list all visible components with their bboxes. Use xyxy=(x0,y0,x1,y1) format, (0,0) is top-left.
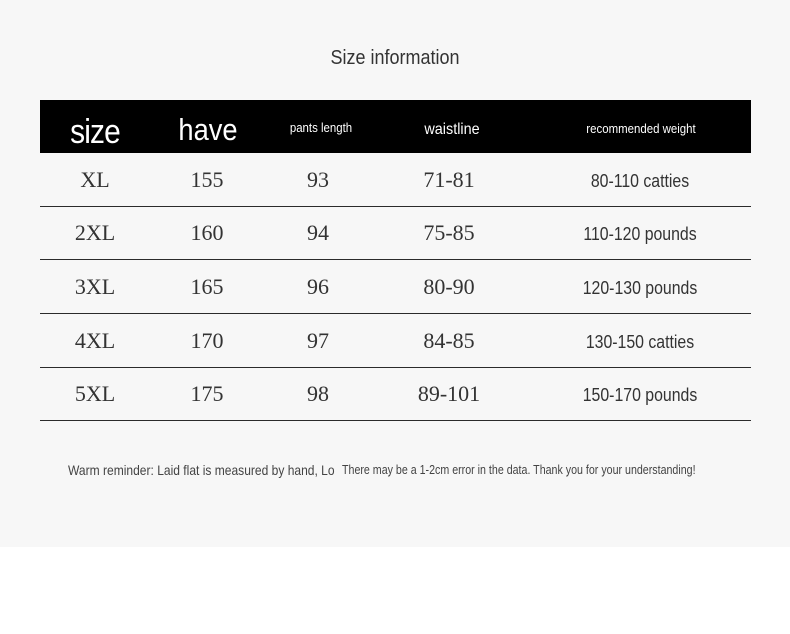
cell-recommended-weight: 150-170 pounds xyxy=(582,385,698,405)
cell-waistline: 89-101 xyxy=(417,381,481,406)
reminder-note: Warm reminder: Laid flat is measured by hand, Lo xyxy=(68,462,335,478)
cell-size: XL xyxy=(80,167,110,192)
cell-have: 170 xyxy=(190,328,224,353)
cell-waistline: 84-85 xyxy=(423,328,475,353)
header-have: have xyxy=(178,112,238,147)
cell-size: 2XL xyxy=(74,220,116,245)
header-size: size xyxy=(70,113,120,151)
cell-pants-length: 97 xyxy=(307,328,329,353)
cell-recommended-weight: 130-150 catties xyxy=(585,332,695,352)
cell-recommended-weight: 80-110 catties xyxy=(590,171,690,191)
header-recommended-weight: recommended weight xyxy=(586,121,696,136)
cell-recommended-weight: 110-120 pounds xyxy=(583,224,697,244)
header-waistline: waistline xyxy=(424,121,480,138)
cell-size: 3XL xyxy=(74,274,116,299)
cell-recommended-weight: 120-130 pounds xyxy=(582,278,698,298)
cell-have: 175 xyxy=(190,381,224,406)
cell-pants-length: 93 xyxy=(307,167,329,192)
cell-have: 155 xyxy=(190,167,224,192)
table-row xyxy=(40,206,751,260)
cell-pants-length: 94 xyxy=(307,220,329,245)
cell-have: 160 xyxy=(190,220,224,245)
header-pants-length: pants length xyxy=(289,120,353,135)
cell-waistline: 75-85 xyxy=(423,220,475,245)
reminder-note-error: There may be a 1-2cm error in the data. Thank you for your understanding! xyxy=(342,462,696,477)
table-header xyxy=(40,100,751,153)
cell-have: 165 xyxy=(190,274,224,299)
table-row xyxy=(40,314,751,368)
table-row xyxy=(40,367,751,421)
cell-pants-length: 96 xyxy=(307,274,329,299)
cell-waistline: 71-81 xyxy=(423,167,475,192)
table-row xyxy=(40,260,751,314)
cell-pants-length: 98 xyxy=(307,381,329,406)
page-title: Size information xyxy=(330,47,460,69)
cell-waistline: 80-90 xyxy=(423,274,475,299)
cell-size: 4XL xyxy=(74,328,116,353)
table-row xyxy=(40,153,751,207)
cell-size: 5XL xyxy=(74,381,116,406)
